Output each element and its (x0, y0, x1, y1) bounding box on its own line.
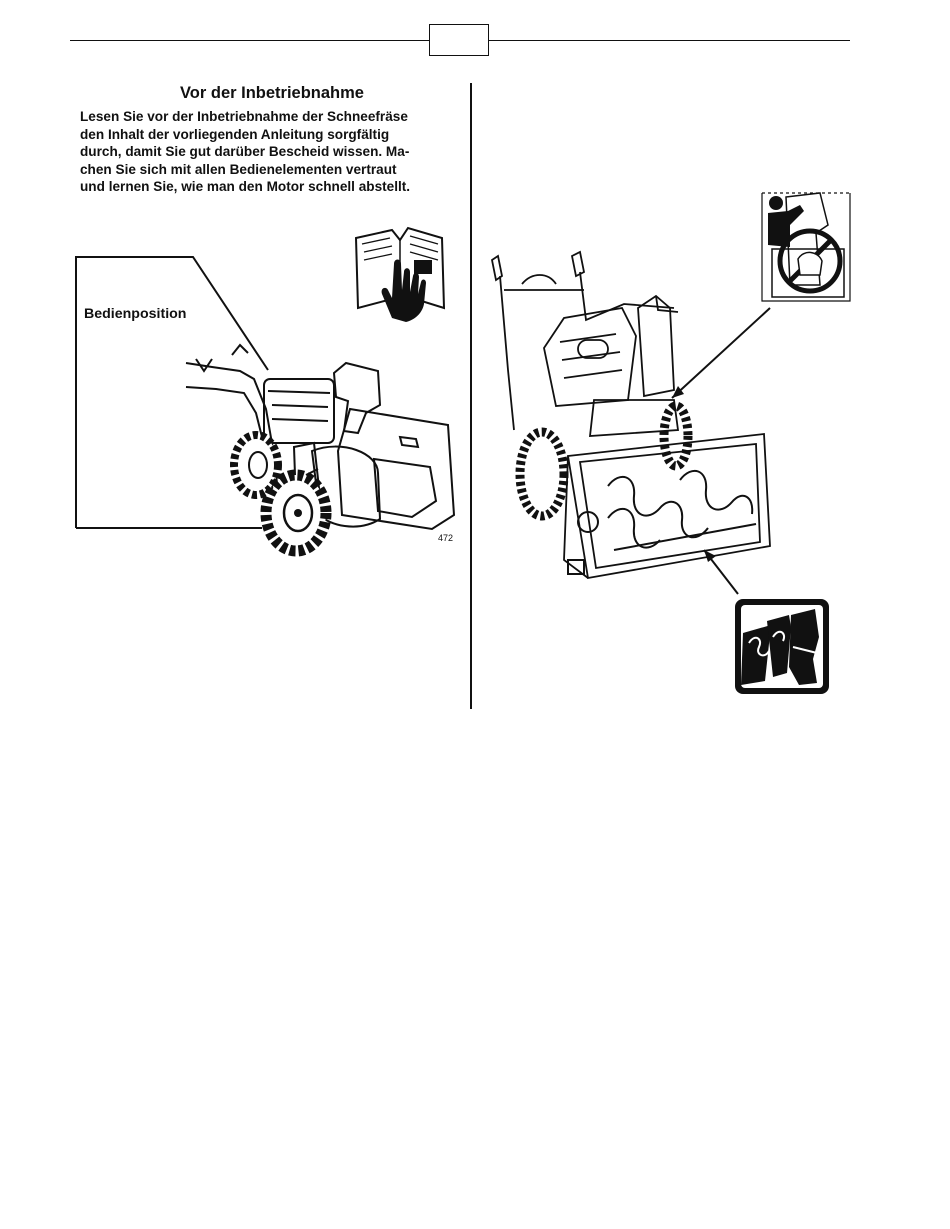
auger-hand-warning-icon (733, 597, 831, 696)
figure-code: 472 (438, 533, 454, 543)
section-title: Vor der Inbetriebnahme (180, 84, 364, 102)
operator-position-label: Bedienposition (84, 306, 187, 322)
snow-thrower-illustration (484, 250, 774, 596)
intro-paragraph: Lesen Sie vor der Inbetriebnahme der Schneefräse den Inhalt der vorliegenden Anleitung sorgfältig durch, damit Sie gut darüber Bescheid wissen. Ma- chen Sie sich mit allen Bedienelementen vertraut und lernen Sie, wie man den Motor schnell abstellt. (80, 109, 411, 195)
